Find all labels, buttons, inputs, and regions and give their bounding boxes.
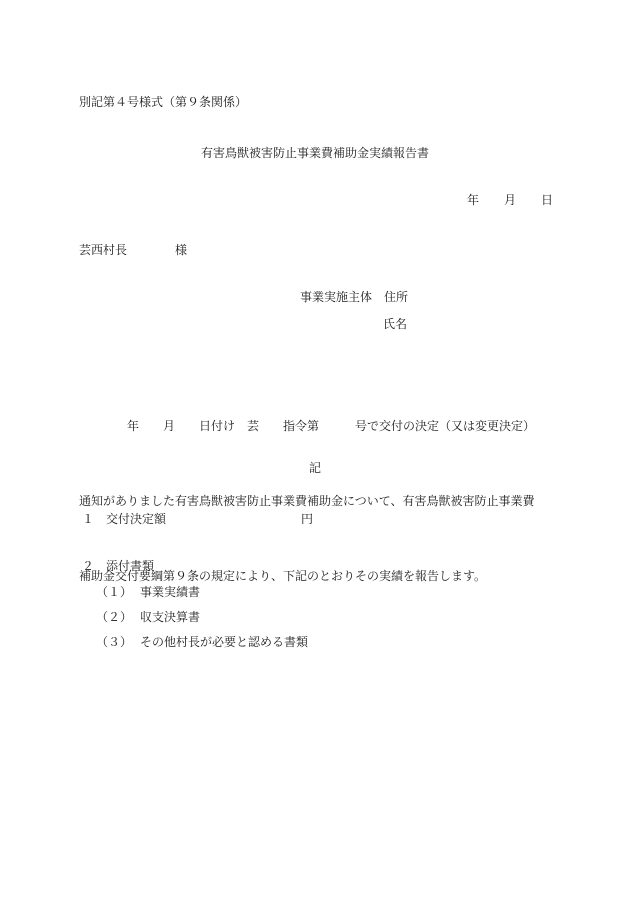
item-1-unit: 円 bbox=[301, 512, 314, 526]
date-day: 日 bbox=[541, 193, 554, 207]
body-line-3: 補助金交付要綱第９条の規定により、下記のとおりその実績を報告します。 bbox=[79, 569, 487, 583]
document-title: 有害鳥獣被害防止事業費補助金実績報告書 bbox=[200, 146, 429, 160]
body-line-1: 年 月 日付け 芸 指令第 号で交付の決定（又は変更決定） bbox=[127, 419, 536, 433]
applicant-label: 事業実施主体 bbox=[300, 290, 373, 304]
attachment-item bbox=[96, 610, 201, 624]
addressee bbox=[79, 244, 187, 256]
item-1-number: １ bbox=[82, 512, 95, 526]
addressee-name: 芸西村長 bbox=[79, 243, 128, 257]
body-line-2: 通知がありました有害鳥獣被害防止事業費補助金について、有害鳥獣被害防止事業費 bbox=[79, 494, 535, 508]
attachment-text: 収支決算書 bbox=[140, 610, 201, 624]
item-2-label: 添付書類 bbox=[106, 559, 155, 573]
form-number: 別記第４号様式（第９条関係） bbox=[79, 95, 248, 109]
date-year: 年 bbox=[467, 193, 480, 207]
date-line bbox=[467, 194, 553, 206]
item-1-grant-amount bbox=[82, 512, 314, 526]
attachment-text: 事業実績書 bbox=[140, 585, 201, 599]
attachment-item bbox=[96, 635, 309, 649]
applicant-address-label: 住所 bbox=[384, 290, 409, 304]
attachment-text: その他村長が必要と認める書類 bbox=[140, 635, 309, 649]
date-month: 月 bbox=[504, 193, 517, 207]
ki-heading: 記 bbox=[308, 461, 321, 475]
item-1-label: 交付決定額 bbox=[106, 512, 167, 526]
item-2-attachments bbox=[82, 560, 154, 572]
attachment-number: （３） bbox=[96, 635, 133, 649]
applicant-address-row bbox=[300, 291, 408, 303]
report-body bbox=[79, 364, 559, 614]
addressee-honorific: 様 bbox=[175, 243, 188, 257]
item-2-number: ２ bbox=[82, 559, 95, 573]
applicant-name-label: 氏名 bbox=[383, 317, 408, 331]
attachment-item bbox=[96, 585, 201, 599]
attachment-number: （２） bbox=[96, 610, 133, 624]
attachment-number: （１） bbox=[96, 585, 133, 599]
